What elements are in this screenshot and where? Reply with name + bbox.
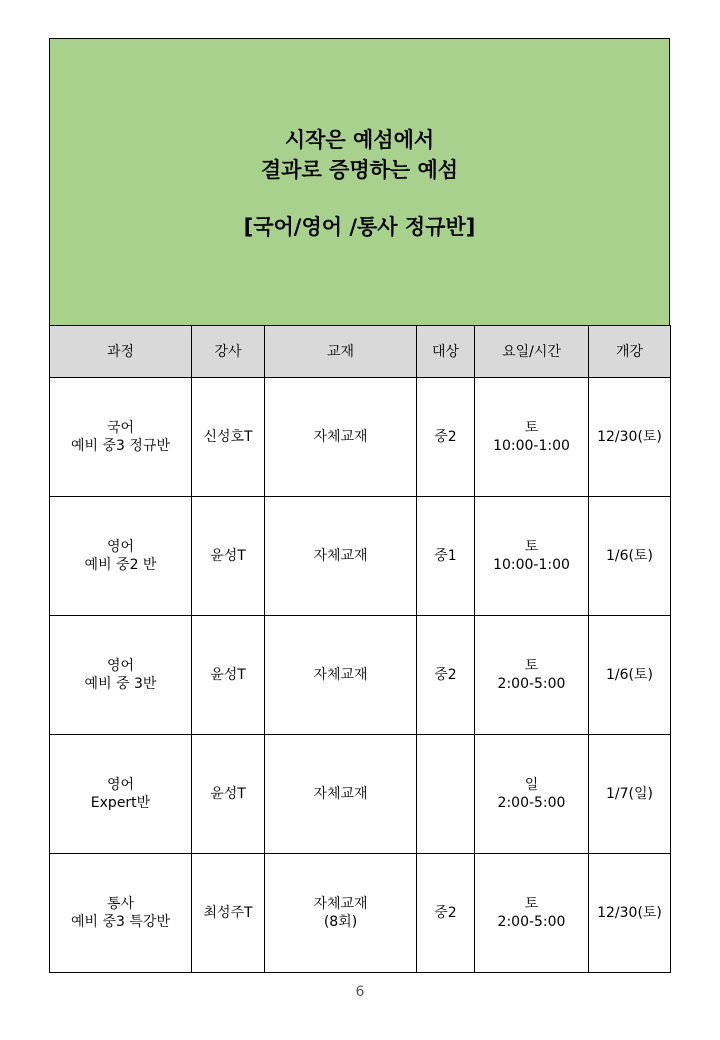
textbook-cell xyxy=(265,735,417,854)
header-schedule: 요일/시간 xyxy=(475,326,589,378)
header-teacher: 강사 xyxy=(192,326,265,378)
textbook-sessions: (8회) xyxy=(323,914,358,930)
schedule-cell xyxy=(475,735,589,854)
header-textbook: 교재 xyxy=(265,326,417,378)
textbook-cell xyxy=(265,378,417,497)
start-cell: 12/30(토) xyxy=(589,854,671,973)
schedule-cell xyxy=(475,854,589,973)
course-subject: 영어 xyxy=(106,777,135,793)
schedule-time: 10:00-1:00 xyxy=(493,557,570,573)
header-course: 과정 xyxy=(50,326,192,378)
table-row xyxy=(50,616,671,735)
course-cell xyxy=(50,616,192,735)
course-name: Expert반 xyxy=(90,795,151,811)
start-cell: 1/7(일) xyxy=(589,735,671,854)
target-cell: 중1 xyxy=(417,497,475,616)
target-cell: 중2 xyxy=(417,616,475,735)
textbook-cell xyxy=(265,616,417,735)
textbook-name: 자체교재 xyxy=(313,896,368,912)
textbook-cell xyxy=(265,854,417,973)
course-name: 예비 중2 반 xyxy=(84,557,157,573)
start-cell: 1/6(토) xyxy=(589,497,671,616)
class-schedule-table xyxy=(49,325,671,973)
course-subject: 영어 xyxy=(106,539,135,555)
header-start: 개강 xyxy=(589,326,671,378)
banner xyxy=(49,38,670,325)
course-name: 예비 중 3반 xyxy=(84,676,157,692)
start-cell: 12/30(토) xyxy=(589,378,671,497)
course-subject: 영어 xyxy=(106,658,135,674)
table-row xyxy=(50,378,671,497)
table-row xyxy=(50,497,671,616)
table-row xyxy=(50,735,671,854)
header-target: 대상 xyxy=(417,326,475,378)
target-cell xyxy=(417,735,475,854)
target-cell: 중2 xyxy=(417,854,475,973)
banner-title: [국어/영어 /통사 정규반] xyxy=(243,215,476,239)
schedule-time: 2:00-5:00 xyxy=(497,676,566,692)
table-header-row xyxy=(50,326,671,378)
teacher-cell: 윤성T xyxy=(192,616,265,735)
banner-line-1: 시작은 예섬에서 xyxy=(284,128,435,152)
table-row xyxy=(50,854,671,973)
schedule-day: 토 xyxy=(524,896,539,912)
schedule-day: 토 xyxy=(524,539,539,555)
schedule-day: 토 xyxy=(524,420,539,436)
course-name: 예비 중3 특강반 xyxy=(71,914,170,930)
schedule-time: 10:00-1:00 xyxy=(493,438,570,454)
teacher-cell: 윤성T xyxy=(192,735,265,854)
schedule-time: 2:00-5:00 xyxy=(497,795,566,811)
teacher-cell: 신성호T xyxy=(192,378,265,497)
schedule-day: 일 xyxy=(524,777,539,793)
schedule-sheet xyxy=(49,38,670,973)
textbook-cell xyxy=(265,497,417,616)
teacher-cell: 윤성T xyxy=(192,497,265,616)
start-cell: 1/6(토) xyxy=(589,616,671,735)
schedule-cell xyxy=(475,616,589,735)
course-cell xyxy=(50,735,192,854)
textbook-name: 자체교재 xyxy=(313,548,368,564)
textbook-name: 자체교재 xyxy=(313,786,368,802)
teacher-cell: 최성주T xyxy=(192,854,265,973)
schedule-cell xyxy=(475,497,589,616)
banner-line-2: 결과로 증명하는 예섬 xyxy=(260,158,459,182)
schedule-time: 2:00-5:00 xyxy=(497,914,566,930)
course-subject: 국어 xyxy=(106,420,135,436)
course-cell xyxy=(50,854,192,973)
course-cell xyxy=(50,497,192,616)
textbook-name: 자체교재 xyxy=(313,429,368,445)
schedule-day: 토 xyxy=(524,658,539,674)
course-name: 예비 중3 정규반 xyxy=(71,438,170,454)
course-subject: 통사 xyxy=(106,896,135,912)
schedule-cell xyxy=(475,378,589,497)
page-number: 6 xyxy=(355,984,365,1000)
textbook-name: 자체교재 xyxy=(313,667,368,683)
course-cell xyxy=(50,378,192,497)
target-cell: 중2 xyxy=(417,378,475,497)
